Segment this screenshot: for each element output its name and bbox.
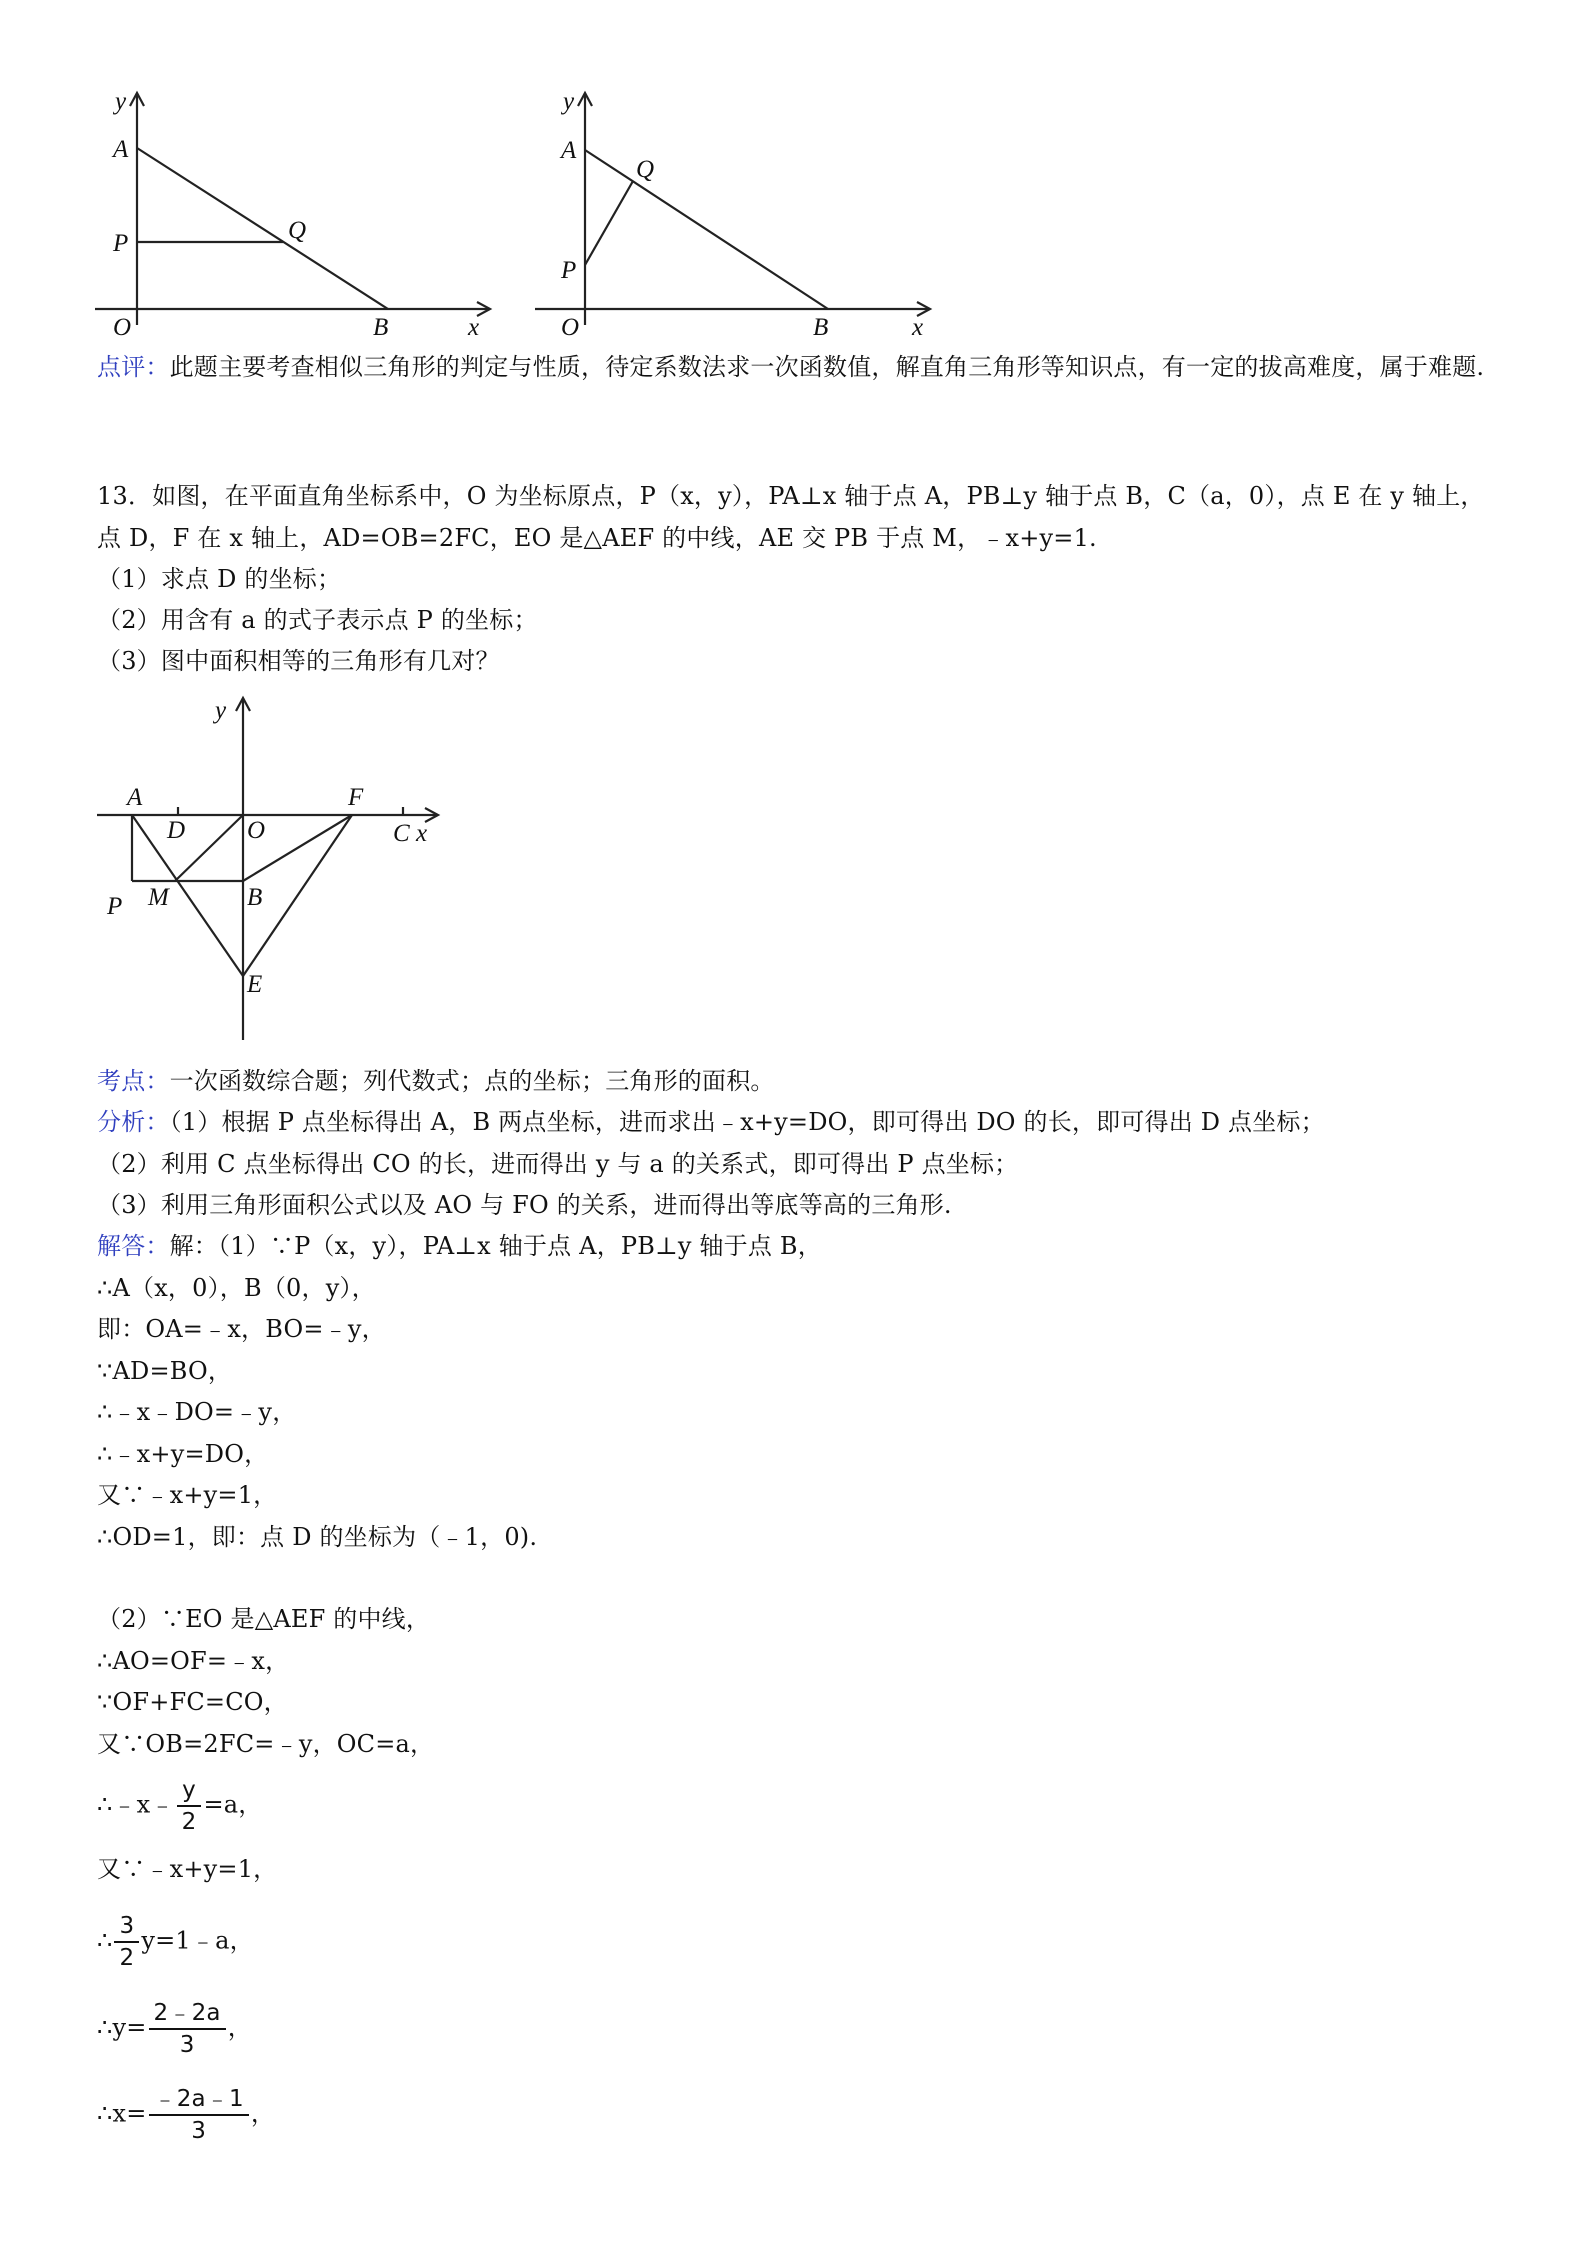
jieda-part2-line-7 xyxy=(97,1913,254,1971)
fig3-label-p: P xyxy=(107,893,123,920)
fig2-label-o: O xyxy=(561,314,580,341)
fig2-label-y: y xyxy=(563,88,575,115)
kaodian-text: 一次函数综合题；列代数式；点的坐标；三角形的面积。 xyxy=(169,1067,775,1095)
fig3-label-x: x xyxy=(416,820,428,847)
fig3-label-f: F xyxy=(348,784,364,811)
eq9-suffix: ， xyxy=(250,2099,276,2128)
problem-13-q3: （3）图中面积相等的三角形有几对？ xyxy=(97,647,500,675)
eq9-prefix: ∴x= xyxy=(97,2099,147,2128)
fig3-segment-dm xyxy=(175,815,243,881)
figure-2 xyxy=(535,85,945,345)
fig1-label-y: y xyxy=(115,88,127,115)
fig2-segment-pq xyxy=(585,181,633,265)
problem-13-stem: 13．如图，在平面直角坐标系中，O 为坐标原点，P（x，y），PA⊥x 轴于点 A，PB⊥y 轴于点 B，C（a，0），点 E 在 y 轴上，点 D，F 在 x 轴上，AD=OB=2FC，EO 是△AEF 的中线，AE 交 PB 于点 M，﹣x+y=1. xyxy=(97,482,1485,552)
fig1-label-p: P xyxy=(113,230,129,257)
fig2-label-b: B xyxy=(813,314,829,341)
eq9-numerator: ﹣2a﹣1 xyxy=(149,2086,249,2116)
jieda-line-4: ∵AD=BO， xyxy=(97,1357,233,1385)
jieda-text-1: 解：（1）∵P（x，y），PA⊥x 轴于点 A，PB⊥y 轴于点 B， xyxy=(169,1232,822,1260)
eq8-numerator: 2﹣2a xyxy=(149,2000,226,2030)
fig1-label-q: Q xyxy=(288,217,307,244)
fenxi-text-1: （1）根据 P 点坐标得出 A，B 两点坐标，进而求出﹣x+y=DO，即可得出 DO 的长，即可得出 D 点坐标； xyxy=(169,1108,1325,1136)
jieda-part2-line-9 xyxy=(97,2086,275,2144)
fig2-segment-ab xyxy=(585,150,828,309)
eq7-prefix: ∴ xyxy=(97,1926,113,1955)
jieda-line-5: ∴﹣x﹣DO=﹣y， xyxy=(97,1398,297,1426)
eq7-numerator: 3 xyxy=(114,1913,139,1943)
eq5-denominator: 2 xyxy=(181,1809,197,1835)
eq9-fraction xyxy=(149,2086,249,2144)
eq9-denominator: 3 xyxy=(191,2118,207,2144)
jieda-part2-line-5 xyxy=(97,1777,262,1835)
eq7-fraction xyxy=(114,1913,139,1971)
fenxi-line-2: （2）利用 C 点坐标得出 CO 的长，进而得出 y 与 a 的关系式，即可得出 P 点坐标； xyxy=(97,1150,1019,1178)
fig3-label-e: E xyxy=(247,971,263,998)
fig1-label-b: B xyxy=(373,314,389,341)
fig1-label-o: O xyxy=(113,314,132,341)
eq8-prefix: ∴y= xyxy=(97,2013,147,2042)
kaodian-label: 考点： xyxy=(97,1067,170,1095)
review-text: 此题主要考查相似三角形的判定与性质，待定系数法求一次函数值，解直角三角形等知识点，有一定的拔高难度，属于难题. xyxy=(169,353,1485,381)
fig1-label-x: x xyxy=(468,314,480,341)
eq8-fraction xyxy=(149,2000,226,2058)
figure-1 xyxy=(95,85,505,345)
fig3-label-o: O xyxy=(247,817,266,844)
jieda-line-8: ∴OD=1，即：点 D 的坐标为（﹣1，0). xyxy=(97,1523,538,1551)
jieda-line-7: 又∵﹣x+y=1， xyxy=(97,1481,278,1509)
jieda-part2-line-2: ∴AO=OF=﹣x， xyxy=(97,1647,290,1675)
fig3-label-d: D xyxy=(167,817,186,844)
eq8-suffix: ， xyxy=(227,2013,252,2042)
eq5-fraction xyxy=(177,1777,202,1835)
jieda-part2-line-6: 又∵﹣x+y=1， xyxy=(97,1855,278,1883)
eq5-prefix: ∴﹣x﹣ xyxy=(97,1790,175,1819)
jieda-line-1 xyxy=(97,1230,822,1262)
fenxi-line-3: （3）利用三角形面积公式以及 AO 与 FO 的关系，进而得出等底等高的三角形. xyxy=(97,1191,952,1219)
jieda-part2-line-8 xyxy=(97,2000,252,2058)
figure-3 xyxy=(95,688,465,1048)
fig2-label-a: A xyxy=(561,137,577,164)
fig3-label-c: C xyxy=(393,820,410,847)
fig3-label-b: B xyxy=(247,884,263,911)
eq7-denominator: 2 xyxy=(119,1945,135,1971)
eq5-numerator: y xyxy=(177,1777,201,1807)
jieda-part2-line-3: ∵OF+FC=CO， xyxy=(97,1688,288,1716)
eq5-suffix: =a， xyxy=(203,1790,263,1819)
fig2-label-q: Q xyxy=(636,156,655,183)
jieda-part2-line-1: （2）∵EO 是△AEF 的中线， xyxy=(97,1605,431,1633)
fig2-label-x: x xyxy=(912,314,924,341)
problem-13-q1: （1）求点 D 的坐标； xyxy=(97,565,342,593)
fig1-label-a: A xyxy=(113,136,129,163)
fig3-label-y: y xyxy=(215,697,227,724)
fenxi-label: 分析： xyxy=(97,1108,170,1136)
jieda-line-2: ∴A（x，0），B（0，y）， xyxy=(97,1274,376,1302)
jieda-line-6: ∴﹣x+y=DO， xyxy=(97,1440,269,1468)
fig2-label-p: P xyxy=(561,257,577,284)
review-label: 点评： xyxy=(97,353,170,381)
kaodian-line xyxy=(97,1065,775,1097)
fig3-label-a: A xyxy=(127,784,143,811)
fig3-label-m: M xyxy=(148,884,169,911)
jieda-line-3: 即：OA=﹣x，BO=﹣y， xyxy=(97,1315,386,1343)
jieda-label: 解答： xyxy=(97,1232,170,1260)
eq7-suffix: y=1﹣a， xyxy=(141,1926,254,1955)
review-paragraph xyxy=(97,346,1492,388)
eq8-denominator: 3 xyxy=(179,2032,195,2058)
problem-13-q2: （2）用含有 a 的式子表示点 P 的坐标； xyxy=(97,606,538,634)
fig1-segment-ab xyxy=(137,148,388,309)
jieda-part2-line-4: 又∵OB=2FC=﹣y，OC=a， xyxy=(97,1730,435,1758)
fenxi-line-1 xyxy=(97,1106,1325,1138)
